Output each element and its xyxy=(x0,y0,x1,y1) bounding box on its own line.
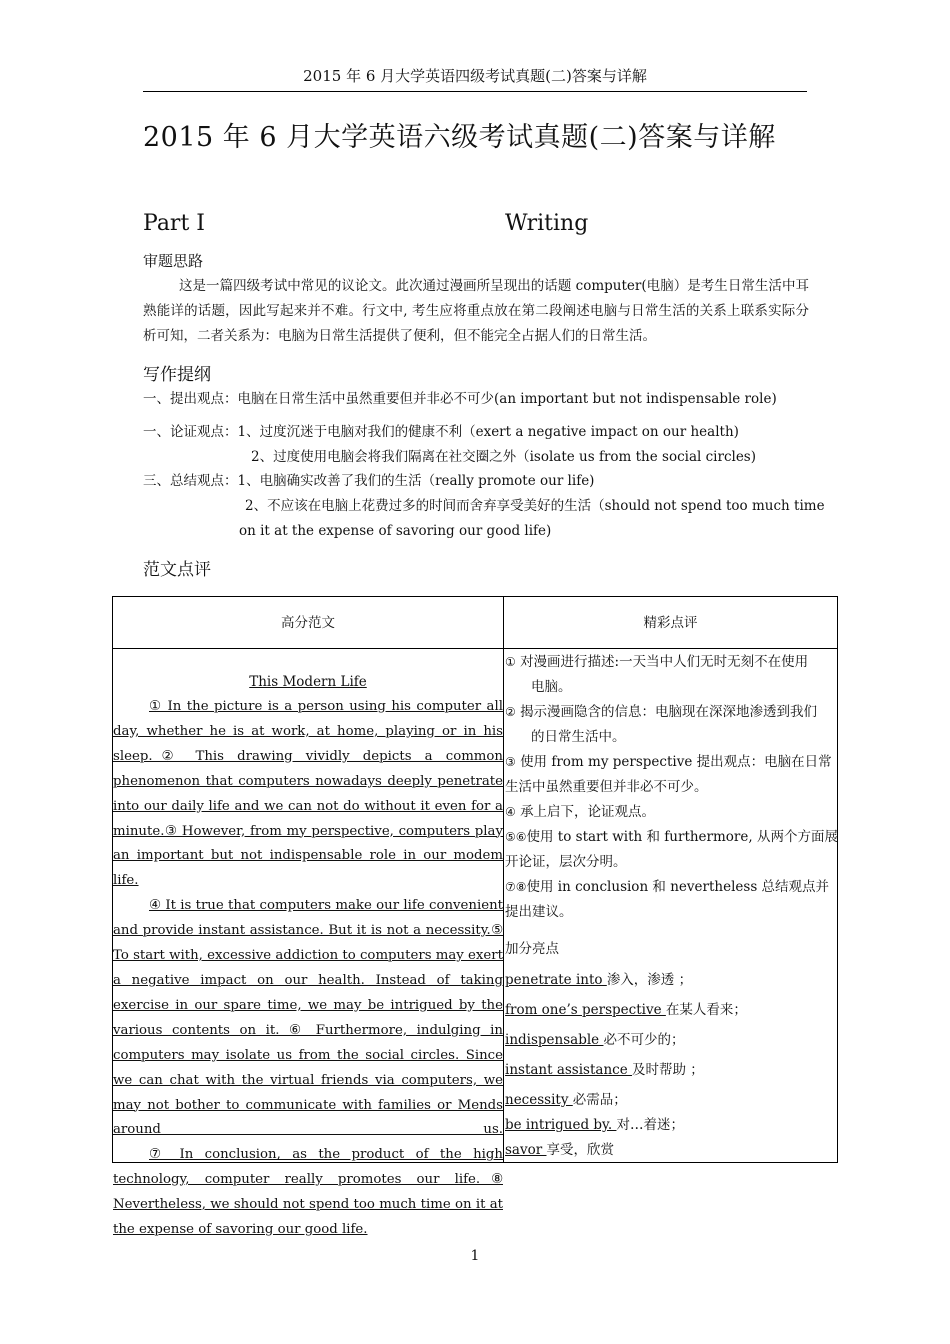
outline-line-3: 2、过度使用电脑会将我们隔离在社交圈之外（isolate us from the social circles) xyxy=(251,449,757,465)
bonus-item: savor 享受，欣赏 xyxy=(505,1142,614,1158)
column-header-comments: 精彩点评 xyxy=(643,615,698,631)
outline-line-6: on it at the expense of savoring our good life) xyxy=(239,523,552,539)
bonus-item: necessity 必需品； xyxy=(505,1092,627,1108)
comment-item: ⑤⑥使用 to start with 和 furthermore, 从两个方面展开论证，层次分明。 xyxy=(505,829,838,870)
document-title: 2015 年 6 月大学英语六级考试真题(二)答案与详解 xyxy=(143,122,776,153)
running-header: 2015 年 6 月大学英语四级考试真题(二)答案与详解 xyxy=(303,67,647,85)
analysis-paragraph: 这是一篇四级考试中常见的议论文。此次通过漫画所呈现出的话题 computer(电脑）是考生日常生活中耳熟能详的话题，因此写起来并不难。行文中, 考生应将重点放在第二段阐述电脑与日常生活的关系上联系实际分析可知，二者关系为：电脑为日常生活提供了便利，但不能完全占据人们的日常生活。 xyxy=(143,278,809,344)
comment-item: ③ 使用 from my perspective 提出观点：电脑在日常生活中虽然重要但并非必不可少。 xyxy=(505,754,832,795)
comment-item: ⑦⑧使用 in conclusion 和 nevertheless 总结观点并提出建议。 xyxy=(505,879,830,920)
essay-body xyxy=(113,695,503,1243)
comment-item: ④ 承上启下，论证观点。 xyxy=(505,804,656,820)
essay-paragraph: ① In the picture is a person using his computer all day, whether he is at work, at home, playing or in his sleep.② This drawing vividly depicts a common phenomenon that computers nowadays deeply penetrate into our daily life and we can not do without it even for a minute.③ However, from my perspective, computers play an important but not indispensable role in our modem life. xyxy=(113,699,503,889)
essay-title: This Modern Life xyxy=(249,674,367,690)
review-heading: 范文点评 xyxy=(143,560,211,580)
header-rule xyxy=(143,91,807,92)
part-label: Part Ⅰ xyxy=(143,211,205,236)
essay-paragraph: ④ It is true that computers make our life convenient and provide instant assistance. But it is not a necessity.⑤ To start with, excessive addiction to computers may exert a negative impact on our health. Instead of taking exercise in our spare time, we may be intrigued by the various contents on it. ⑥ Furthermore, indulging in computers may isolate us from the social circles. Since we can chat with the virtual friends via computers, we may not bother to communicate with families or Mends around us. xyxy=(113,898,503,1138)
bonus-item: penetrate into 渗入，渗透 ； xyxy=(505,972,693,988)
bonus-item: indispensable 必不可少的； xyxy=(505,1032,685,1048)
outline-line-1: 一、提出观点：电脑在日常生活中虽然重要但并非必不可少(an important but not indispensable role) xyxy=(143,391,777,407)
part-name: Writing xyxy=(505,211,589,236)
comment-item: ① 对漫画进行描述:一天当中人们无时无刻不在使用 电脑。 xyxy=(505,654,809,695)
column-header-essay: 高分范文 xyxy=(281,615,335,631)
comments-column xyxy=(505,650,839,1163)
table-header-rule xyxy=(113,648,837,649)
outline-line-4: 三、总结观点：1、电脑确实改善了我们的生活（really promote our life) xyxy=(143,473,595,489)
comment-item: ② 揭示漫画隐含的信息：电脑现在深深地渗透到我们 的日常生活中。 xyxy=(505,704,818,745)
bonus-heading: 加分亮点 xyxy=(505,941,559,957)
outline-heading: 写作提纲 xyxy=(143,365,211,385)
bonus-item: instant assistance 及时帮助 ； xyxy=(505,1062,704,1078)
table-column-rule xyxy=(503,597,504,1162)
bonus-item: from one’s perspective 在某人看来； xyxy=(505,1002,747,1018)
analysis-heading: 审题思路 xyxy=(143,252,204,270)
page-number: 1 xyxy=(470,1248,480,1264)
essay-review-table xyxy=(112,596,838,1238)
bonus-item: be intrigued by. 对…着迷； xyxy=(505,1117,684,1133)
essay-paragraph: ⑦ In conclusion, as the product of the high technology, computer really promotes our life.⑧ Nevertheless, we should not spend too much time on it at the expense of savoring our good life. xyxy=(113,1147,503,1238)
outline-line-5: 2、不应该在电脑上花费过多的时间而舍弃享受美好的生活（should not spend too much time xyxy=(245,498,825,514)
outline-line-2: 一、论证观点：1、过度沉迷于电脑对我们的健康不利（exert a negative impact on our health) xyxy=(143,424,739,440)
